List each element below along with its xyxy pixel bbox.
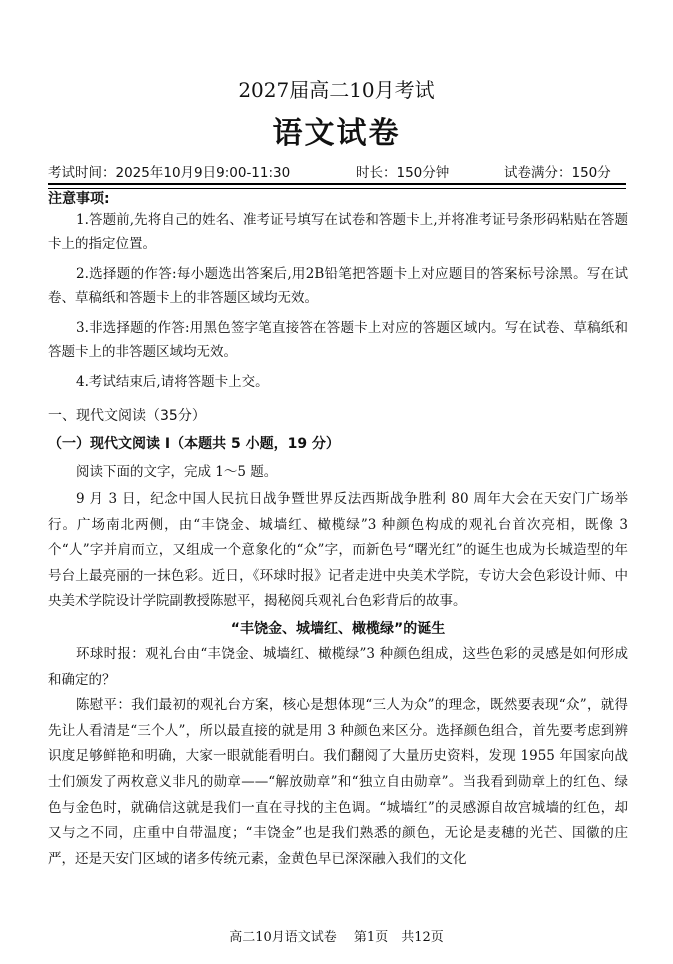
exam-duration: 时长：150分钟 bbox=[356, 165, 450, 181]
section-title: 一、现代文阅读（35分） bbox=[48, 408, 206, 424]
exam-info-bar bbox=[48, 164, 626, 182]
notice-item: 4.考试结束后,请将答题卡上交。 bbox=[76, 374, 269, 390]
exam-full-score: 试卷满分：150分 bbox=[504, 165, 611, 181]
interview-question: 环球时报：观礼台由“丰饶金、城墙红、橄榄绿”3 种颜色组成，这些色彩的灵感是如何形成和确定的？ bbox=[48, 645, 628, 688]
reading-passage bbox=[48, 487, 628, 872]
subsection-title: （一）现代文阅读 I（本题共 5 小题，19 分） bbox=[48, 436, 340, 452]
reading-instruction: 阅读下面的文字，完成 1～5 题。 bbox=[76, 464, 278, 480]
notice-heading: 注意事项: bbox=[48, 191, 110, 207]
notice-list bbox=[48, 209, 628, 402]
notice-item: 3.非选择题的作答:用黑色签字笔直接答在答题卡上对应的答题区域内。写在试卷、草稿纸和答题卡上的非答题区域均无效。 bbox=[48, 320, 628, 360]
paper-title: 语文试卷 bbox=[272, 116, 401, 151]
passage-heading: “丰饶金、城墙红、橄榄绿”的诞生 bbox=[230, 620, 446, 637]
notice-item: 1.答题前,先将自己的姓名、准考证号填写在试卷和答题卡上,并将准考证号条形码粘贴在答题卡上的指定位置。 bbox=[48, 212, 628, 252]
header-rule-thin bbox=[48, 188, 626, 189]
passage-intro-paragraph: 9 月 3 日，纪念中国人民抗日战争暨世界反法西斯战争胜利 80 周年大会在天安门广场举行。广场南北两侧，由“丰饶金、城墙红、橄榄绿”3 种颜色构成的观礼台首次亮相，既像 3 个“人”字并肩而立，又组成一个意象化的“众”字，而新色号“曙光红”的诞生也成为长城造型的年号台上最亮丽的一抹色彩。近日，《环球时报》记者走进中央美术学院，专访大会色彩设计师、中央美术学院设计学院副教授陈慰平，揭秘阅兵观礼台色彩背后的故事。 bbox=[48, 491, 628, 610]
interview-answer: 陈慰平：我们最初的观礼台方案，核心是想体现“三人为众”的理念，既然要表现“众”，就得先让人看清是“三个人”，所以最直接的就是用 3 种颜色来区分。选择颜色组合，首先要考虑到辨识度足够鲜艳和明确，大家一眼就能看明白。我们翻阅了大量历史资料，发现 1955 年国家向战士们颁发了两枚意义非凡的勋章——“解放勋章”和“独立自由勋章”。当我看到勋章上的红色、绿色与金色时，就确信这就是我们一直在寻找的主色调。“城墙红”的灵感源自故宫城墙的红色，却又与之不同，庄重中自带温度；“丰饶金”也是我们熟悉的颜色，无论是麦穗的光芒、国徽的庄严，还是天安门区域的诸多传统元素，金黄色早已深深融入我们的文化 bbox=[48, 697, 628, 867]
exam-title: 2027届高二10月考试 bbox=[238, 78, 435, 102]
header-rule-thick bbox=[48, 183, 626, 185]
page-footer: 高二10月语文试卷 第1页 共12页 bbox=[229, 930, 444, 945]
notice-item: 2.选择题的作答:每小题选出答案后,用2B铅笔把答题卡上对应题目的答案标号涂黑。写在试卷、草稿纸和答题卡上的非答题区域均无效。 bbox=[48, 266, 628, 306]
exam-time: 考试时间：2025年10月9日9:00-11:30 bbox=[48, 165, 291, 181]
